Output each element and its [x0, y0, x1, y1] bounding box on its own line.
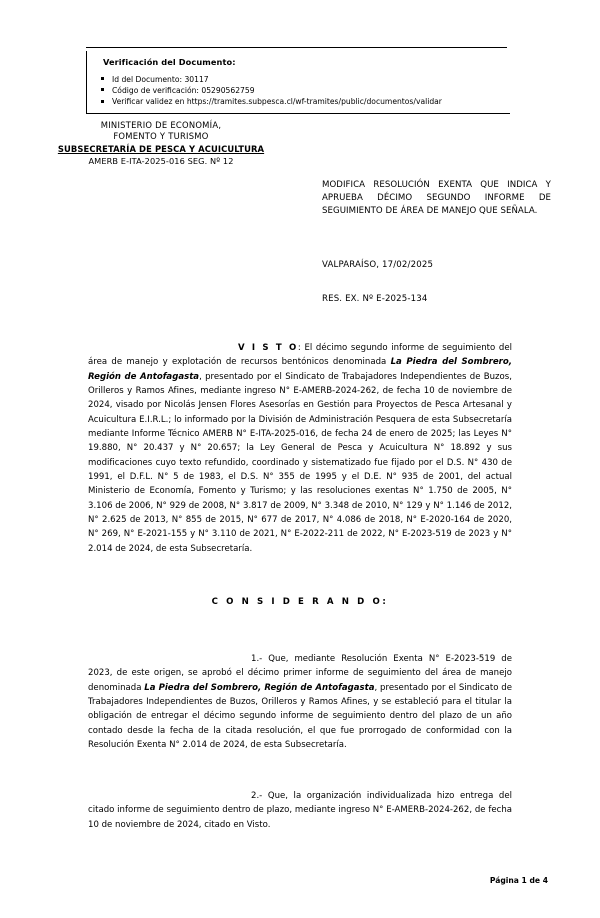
verification-title: Verificación del Documento: [103, 57, 236, 67]
visto-label: V I S T O [238, 343, 298, 353]
letterhead [36, 120, 286, 167]
visto-paragraph [88, 341, 512, 556]
considerando-1-part-1: 1.- Que, mediante Resolución Exenta N° E-2023-519 de 2023, de este origen, se aprobó el décimo primer informe de seguimiento del área de manejo denominada [88, 654, 512, 693]
document-code: AMERB E-ITA-2025-016 SEG. Nº 12 [88, 155, 234, 166]
ministry-line-2: FOMENTO Y TURISMO [113, 131, 209, 142]
page-footer [0, 876, 548, 885]
considerando-2-part-1: 2.- Que, la organización individualizada hizo entrega del citado informe de seguimiento dentro de plazo, mediante ingreso N° E-AMERB-2024-262, de fecha 10 de noviembre de 2024, citado en Visto. [88, 791, 512, 830]
subsecretaria-title: SUBSECRETARÍA DE PESCA Y ACUICULTURA [57, 143, 265, 154]
ministry-line-1: MINISTERIO DE ECONOMÍA, [100, 120, 222, 130]
visto-section [88, 341, 512, 556]
place-and-date: VALPARAÍSO, 17/02/2025 [322, 260, 434, 270]
considerando-heading: C O N S I D E R A N D O: [211, 597, 389, 607]
bullet-icon [101, 88, 104, 91]
considerando-1-part-2: , presentado por el Sindicato de Trabajadores Independientes de Buzos, Orilleros y Ramos Afines, y se estableció para el titular la obligación de entregar el décimo segundo informe de seguimiento dentro del plazo de un año contado desde la fecha de la citada resolución, el que fue prorrogado de conformidad con la Resolución Exenta N° 2.014 de 2024, de esta Subsecretaría. [88, 682, 512, 751]
verification-item-text: Id del Documento: 30117 [112, 75, 209, 84]
visto-part-2: , presentado por el Sindicato de Trabajadores Independientes de Buzos, Orilleros y Ramos Afines, mediante ingreso N° E-AMERB-2024-262, de fecha 10 de noviembre de 2024, visado por Nicolás Jensen Flores Asesorías en Gestión para Proyectos de Pesca Artesanal y Acuicultura E.I.R.L.; lo informado por la División de Administración Pesquera de esta Subsecretaría mediante Informe Técnico AMERB N° E-ITA-2025-016, de fecha 24 de enero de 2025; las Leyes N° 19.880, N° 20.437 y N° 20.657; la Ley General de Pesca y Acuicultura N° 18.892 y sus modificaciones cuyo texto refundido, coordinado y sistematizado fue fijado por el D.S. N° 430 de 1991, el D.F.L. N° 5 de 1983, el D.S. N° 355 de 1995 y el D.E. N° 935 de 2001, del actual Ministerio de Economía, Fomento y Turismo; y las resoluciones exentas N° 1.750 de 2005, N° 3.106 de 2006, N° 929 de 2008, N° 3.817 de 2009, N° 3.348 de 2010, N° 129 y N° 1.146 de 2012, N° 2.625 de 2013, N° 855 de 2015, N° 677 de 2017, N° 4.086 de 2018, N° E-2020-164 de 2020, N° 269, N° E-2021-155 y N° 3.110 de 2021, N° E-2022-211 de 2022, N° E-2023-519 de 2023 y N° 2.014 de 2024, de esta Subsecretaría. [88, 371, 512, 554]
verification-box-body [86, 51, 510, 114]
bullet-icon [101, 77, 104, 80]
visto-part-1: : El décimo segundo informe de seguimiento del área de manejo y explotación de recursos bentónicos denominada [88, 343, 513, 368]
considerando-1-emphasis-area-name: La Piedra del Sombrero, Región de Antofagasta [144, 682, 375, 693]
verification-item-url [101, 96, 510, 107]
verification-item-text: Verificar validez en https://tramites.subpesca.cl/wf-tramites/public/documentos/validar [112, 97, 442, 107]
visto-emphasis-area-name: La Piedra del Sombrero, Región de Antofagasta [88, 357, 513, 382]
page-number-label: Página 1 de 4 [489, 876, 548, 885]
considerando-item-2 [88, 789, 512, 832]
subject-block: MODIFICA RESOLUCIÓN EXENTA QUE INDICA Y APRUEBA DÉCIMO SEGUNDO INFORME DE SEGUIMIENTO DE ÁREA DE MANEJO QUE SEÑALA. [322, 180, 551, 217]
considerando-paragraph [88, 789, 512, 832]
verification-list [101, 74, 510, 108]
verification-box-top-rule [86, 47, 507, 48]
considerando-item-1 [88, 652, 512, 752]
verification-item-text: Código de verificación: 05290562759 [112, 86, 255, 96]
bullet-icon [101, 100, 104, 103]
resolution-number: RES. EX. Nº E-2025-134 [322, 294, 428, 304]
verification-item-code [101, 85, 510, 96]
verification-item-document-id [101, 74, 510, 85]
considerando-paragraph [88, 652, 512, 752]
